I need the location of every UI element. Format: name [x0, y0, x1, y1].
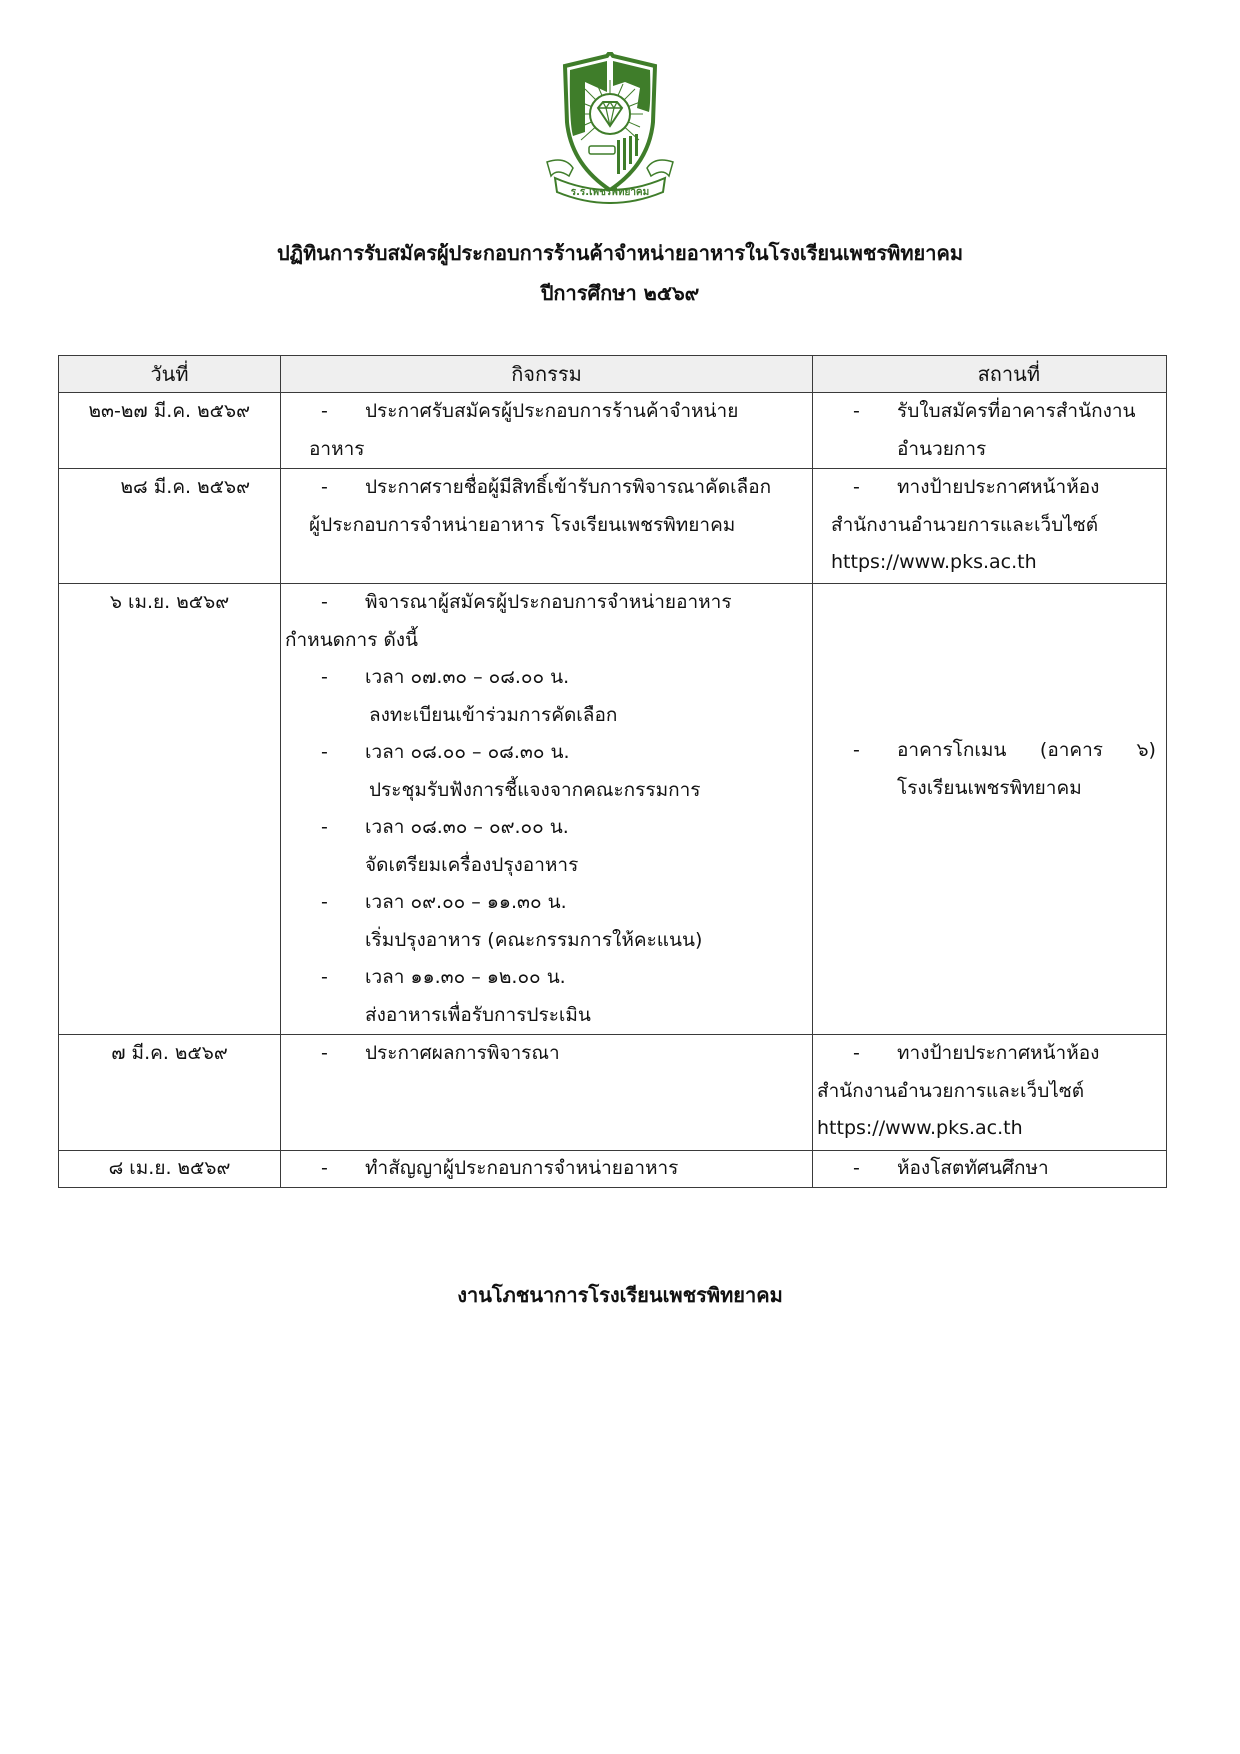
table-row — [59, 1151, 1167, 1188]
bullet-dash: - — [853, 1157, 860, 1179]
table-row — [59, 469, 1167, 584]
schedule-item-desc: จัดเตรียมเครื่องปรุงอาหาร — [365, 853, 579, 876]
place-cell: - อาคารโกเมน (อาคาร ๖) โรงเรียนเพชรพิทยาคม — [813, 584, 1167, 1035]
schedule-item-desc: ประชุมรับฟังการชี้แจงจากคณะกรรมการ — [369, 778, 701, 801]
activity-cell: - ประกาศรับสมัครผู้ประกอบการร้านค้าจำหน่าย อาหาร — [281, 393, 813, 469]
bullet-dash: - — [321, 966, 328, 988]
table-row — [59, 584, 1167, 1035]
svg-text:ร.ร.เพชรพิทยาคม: ร.ร.เพชรพิทยาคม — [570, 187, 650, 198]
issuing-department: งานโภชนาการโรงเรียนเพชรพิทยาคม — [457, 1283, 783, 1307]
place-cell: - ห้องโสตทัศนศึกษา — [813, 1151, 1167, 1188]
schedule-item-desc: ลงทะเบียนเข้าร่วมการคัดเลือก — [369, 703, 618, 726]
column-header-date: วันที่ — [59, 356, 281, 393]
schedule-item-desc: เริ่มปรุงอาหาร (คณะกรรมการให้คะแนน) — [365, 928, 703, 951]
bullet-dash: - — [321, 1042, 328, 1064]
bullet-dash: - — [321, 666, 328, 688]
bullet-dash: - — [853, 739, 860, 761]
activity-cell: - ทำสัญญาผู้ประกอบการจำหน่ายอาหาร — [281, 1151, 813, 1188]
date-cell: ๖ เม.ย. ๒๕๖๙ — [59, 584, 281, 1035]
schedule-item-time: - เวลา ๐๗.๓๐ – ๐๘.๐๐ น. — [281, 659, 812, 697]
website-link[interactable]: https://www.pks.ac.th — [831, 551, 1037, 573]
school-crest-logo — [545, 52, 675, 204]
table-row — [59, 393, 1167, 469]
bullet-dash: - — [321, 400, 328, 422]
column-header-activity: กิจกรรม — [281, 356, 813, 393]
bullet-dash: - — [321, 816, 328, 838]
website-link[interactable]: https://www.pks.ac.th — [817, 1117, 1023, 1139]
activity-cell: - ประกาศรายชื่อผู้มีสิทธิ์เข้ารับการพิจารณาคัดเลือก ผู้ประกอบการจำหน่ายอาหาร โรงเรียนเพชรพิทยาคม — [281, 469, 813, 584]
academic-year-subtitle: ปีการศึกษา ๒๕๖๙ — [540, 281, 700, 305]
bullet-dash: - — [321, 891, 328, 913]
document-title: ปฏิทินการรับสมัครผู้ประกอบการร้านค้าจำหน่ายอาหารในโรงเรียนเพชรพิทยาคม — [276, 241, 964, 265]
bullet-dash: - — [321, 741, 328, 763]
date-cell: ๒๓-๒๗ มี.ค. ๒๕๖๙ — [59, 393, 281, 469]
schedule-item-time: - เวลา ๐๙.๐๐ – ๑๑.๓๐ น. — [281, 884, 812, 922]
bullet-dash: - — [321, 476, 328, 498]
date-cell: ๗ มี.ค. ๒๕๖๙ — [59, 1035, 281, 1151]
schedule-item-time: - เวลา ๑๑.๓๐ – ๑๒.๐๐ น. — [281, 959, 812, 997]
bullet-dash: - — [321, 1157, 328, 1179]
table-header-row — [59, 356, 1167, 393]
place-cell: - ทางป้ายประกาศหน้าห้อง สำนักงานอำนวยการและเว็บไซต์ https://www.pks.ac.th — [813, 1035, 1167, 1151]
bullet-dash: - — [853, 400, 860, 422]
activity-cell: - พิจารณาผู้สมัครผู้ประกอบการจำหน่ายอาหาร กำหนดการ ดังนี้ - เวลา ๐๗.๓๐ – ๐๘.๐๐ น. ลงทะเบียนเข้าร่วมการคัดเลือก - เวลา ๐๘.๐๐ – ๐๘.๓๐ น. ประชุมรับฟังการชี้แจงจากคณะกรรมการ - เวลา ๐๘.๓๐ – ๐๙.๐๐ น. จัดเตรียมเครื่องปรุงอาหาร - เวลา ๐๙.๐๐ – ๑๑.๓๐ น. เริ่มปรุงอาหาร (คณะกรรมการให้คะแนน) - เวลา ๑๑.๓๐ – ๑๒.๐๐ น. ส่งอาหารเพื่อรับการประเมิน — [281, 584, 813, 1035]
bullet-dash: - — [853, 1042, 860, 1064]
schedule-table — [58, 355, 1167, 1188]
schedule-item-desc: ส่งอาหารเพื่อรับการประเมิน — [365, 1003, 591, 1026]
date-cell: ๘ เม.ย. ๒๕๖๙ — [59, 1151, 281, 1188]
date-cell: ๒๘ มี.ค. ๒๕๖๙ — [59, 469, 281, 584]
school-crest-icon — [545, 52, 675, 204]
schedule-item-time: - เวลา ๐๘.๓๐ – ๐๙.๐๐ น. — [281, 809, 812, 847]
place-cell: - รับใบสมัครที่อาคารสำนักงาน อำนวยการ — [813, 393, 1167, 469]
activity-cell: - ประกาศผลการพิจารณา — [281, 1035, 813, 1151]
bullet-dash: - — [321, 591, 328, 613]
table-row — [59, 1035, 1167, 1151]
schedule-item-time: - เวลา ๐๘.๐๐ – ๐๘.๓๐ น. — [281, 734, 812, 772]
place-cell: - ทางป้ายประกาศหน้าห้อง สำนักงานอำนวยการและเว็บไซต์ https://www.pks.ac.th — [813, 469, 1167, 584]
bullet-dash: - — [853, 476, 860, 498]
column-header-place: สถานที่ — [813, 356, 1167, 393]
